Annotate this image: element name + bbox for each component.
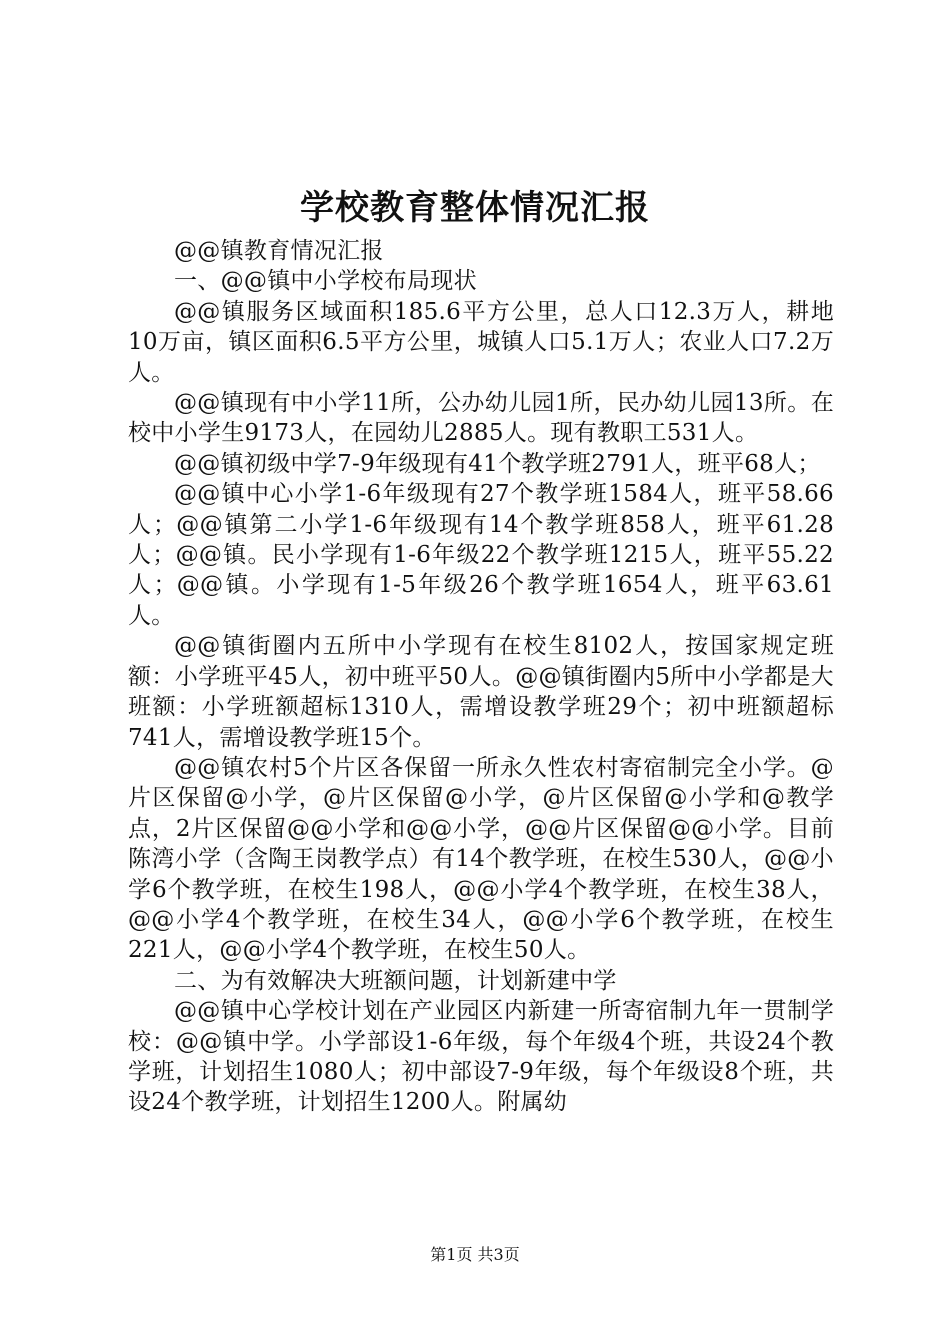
paragraph: @@镇中心小学1-6年级现有27个教学班1584人，班平58.66人；@@镇第二小学1-6年级现有14个教学班858人，班平61.28人；@@镇。民小学现有1-6年级22个教学班1215人，班平55.22人；@@镇。小学现有1-5年级26个教学班1654人，班平63.61人。	[128, 481, 834, 629]
section-heading: 一、@@镇中小学校布局现状	[174, 268, 477, 295]
paragraph: @@镇中心学校计划在产业园区内新建一所寄宿制九年一贯制学校：@@镇中学。小学部设1-6年级，每个年级4个班，共设24个教学班，计划招生1080人；初中部设7-9年级，每个年级设8个班，共设24个教学班，计划招生1200人。附属幼	[128, 998, 834, 1116]
paragraph: @@镇现有中小学11所，公办幼儿园1所，民办幼儿园13所。在校中小学生9173人，在园幼儿2885人。现有教职工531人。	[128, 390, 834, 447]
page-footer: 第1页 共3页	[430, 1245, 520, 1264]
paragraph: @@镇服务区域面积185.6平方公里，总人口12.3万人，耕地10万亩，镇区面积6.5平方公里，城镇人口5.1万人；农业人口7.2万人。	[128, 298, 834, 386]
section-heading: 二、为有效解决大班额问题，计划新建中学	[174, 967, 617, 994]
paragraph-heading: @@镇教育情况汇报	[174, 238, 384, 264]
document-body	[128, 236, 834, 1118]
paragraph: @@镇街圈内五所中小学现有在校生8102人，按国家规定班额：小学班平45人，初中班平50人。@@镇街圈内5所中小学都是大班额：小学班额超标1310人，需增设教学班29个；初中班额超标741人，需增设教学班15个。	[128, 633, 834, 751]
paragraph: @@镇初级中学7-9年级现有41个教学班2791人，班平68人；	[174, 450, 821, 477]
document-title: 学校教育整体情况汇报	[300, 188, 650, 228]
paragraph: @@镇农村5个片区各保留一所永久性农村寄宿制完全小学。@片区保留@小学，@片区保留@小学，@片区保留@小学和@教学点，2片区保留@@小学和@@小学，@@片区保留@@小学。目前陈湾小学（含陶王岗教学点）有14个教学班，在校生530人，@@小学6个教学班，在校生198人，@@小学4个教学班，在校生38人，@@小学4个教学班，在校生34人，@@小学6个教学班，在校生221人，@@小学4个教学班，在校生50人。	[128, 754, 834, 964]
